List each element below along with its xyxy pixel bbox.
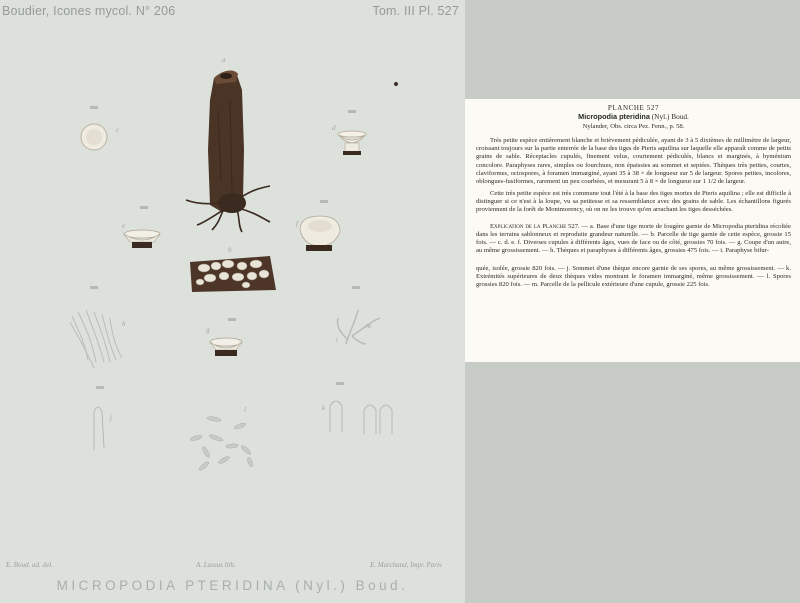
figure-label-k: k <box>322 404 326 412</box>
habitat-paragraph: Cette très petite espèce est très commune tout l'été à la base des tiges mortes de Pteris aquilina ; elle est difficile à distinguer si ce n'est à la loupe, vu sa petitesse et sa ressemblance avec des grains de sable. Les échantillons figurés proviennent de la forêt de Montmorency, où on ne les trouve qu'en arrachant les tiges desséchées. <box>476 189 791 214</box>
explication-paragraph <box>476 223 791 256</box>
plate-header-left: Boudier, Icones mycol. N° 206 <box>2 4 176 18</box>
cup-young-drawing <box>124 230 160 248</box>
figure-label-a: a <box>222 56 226 64</box>
cup-section-drawing <box>210 338 242 356</box>
spores-drawing <box>190 416 254 472</box>
description-paragraph: Très petite espèce entièrement blanche et brièvement pédiculée, ayant de 3 à 5 dixièmes de millimètre de largeur, croissant toujours sur la partie enterrée de la base des tiges de Pteris aquilina sur laquelle elle apparaît comme de petits grains de sable. Réceptacles cupulés, finement velus, courtement pédiculés, blancs et marginés, à hyménium concolore. Paraphyses rares, simples ou fourchues, non épaissies au sommet et septées. Thèques très petites, courtes, claviformes, octospores, à foramen immarginé, ayant 35 à 38 × de longueur sur 5 de largeur. Spores petites, incolores, oblongues-fusiformes, rarement un peu courbées, et mesurant 5 à 8 × de longueur sur 1 1/2 de largeur. <box>476 136 791 186</box>
description-page <box>465 99 800 362</box>
figure-label-d: d <box>332 124 336 132</box>
thecae-paraphyses-drawing <box>70 310 122 368</box>
plate-species-title: MICROPODIA PTERIDINA (Nyl.) Boud. <box>56 578 409 593</box>
planche-number: PLANCHE 527 <box>607 104 660 112</box>
cup-face-view-drawing <box>81 124 107 150</box>
credit-printer: E. Marchand, Impr. Paris <box>370 561 442 569</box>
figure-label-i: i <box>336 336 338 344</box>
figure-label-f: f <box>296 220 298 228</box>
figure-label-l: l <box>244 406 246 414</box>
cup-mature-drawing <box>300 216 340 251</box>
credit-lithographer: A. Lassus lith. <box>196 561 236 569</box>
species-author: (Nyl.) Boud. <box>651 112 689 122</box>
figure-label-j: j <box>110 414 112 422</box>
figure-label-h: h <box>122 320 126 328</box>
explication-heading: Explication de la Planche 527. <box>490 222 580 230</box>
stem-section-drawing <box>190 256 276 292</box>
figure-label-c: c <box>116 126 120 134</box>
plate-header-right: Tom. III Pl. 527 <box>372 4 459 18</box>
paraphysis-drawing <box>337 310 380 344</box>
species-name: Micropodia pteridina <box>578 112 650 122</box>
explication-body: — a. Base d'une tige morte de fougère garnie de Micropodia pteridina récoltée dans les terrains sablonneux et reproduite grandeur naturelle. — b. Parcelle de tige garnie de cette espèce, grossie 15 fois. — c. d. e. f. Diverses cupules à différents âges, vues de face ou de côté, grossies 70 fois. — g. Coupe d'un autre, au même grossissement. — h. Thèques et paraphyses à différents âges, grossies 475 fois. — i. Paraphyse bifur- <box>476 222 791 255</box>
explication-continuation: quée, isolée, grossie 820 fois. — j. Sommet d'une thèque encore garnie de ses spores, au même grossissement. — k. Extrémités supérieures de deux thèques vides montrant le foramen immarginé, même grossissement. — l. Spores grossies 820 fois. — m. Parcelle de la pellicule extérieure d'une cupule, grossie 225 fois. <box>476 264 791 289</box>
figure-label-m: m <box>366 322 372 330</box>
figure-label-g: g <box>206 326 210 334</box>
cup-side-view-drawing <box>338 131 366 155</box>
figure-label-b: b <box>228 246 232 254</box>
species-heading <box>476 113 791 121</box>
figure-label-e: e <box>122 222 126 230</box>
credit-artist: E. Boud. ad. del. <box>6 561 53 569</box>
fern-stem-drawing <box>186 71 270 232</box>
species-reference: Nylander, Obs. circa Pez. Fenn., p. 58. <box>582 122 685 130</box>
